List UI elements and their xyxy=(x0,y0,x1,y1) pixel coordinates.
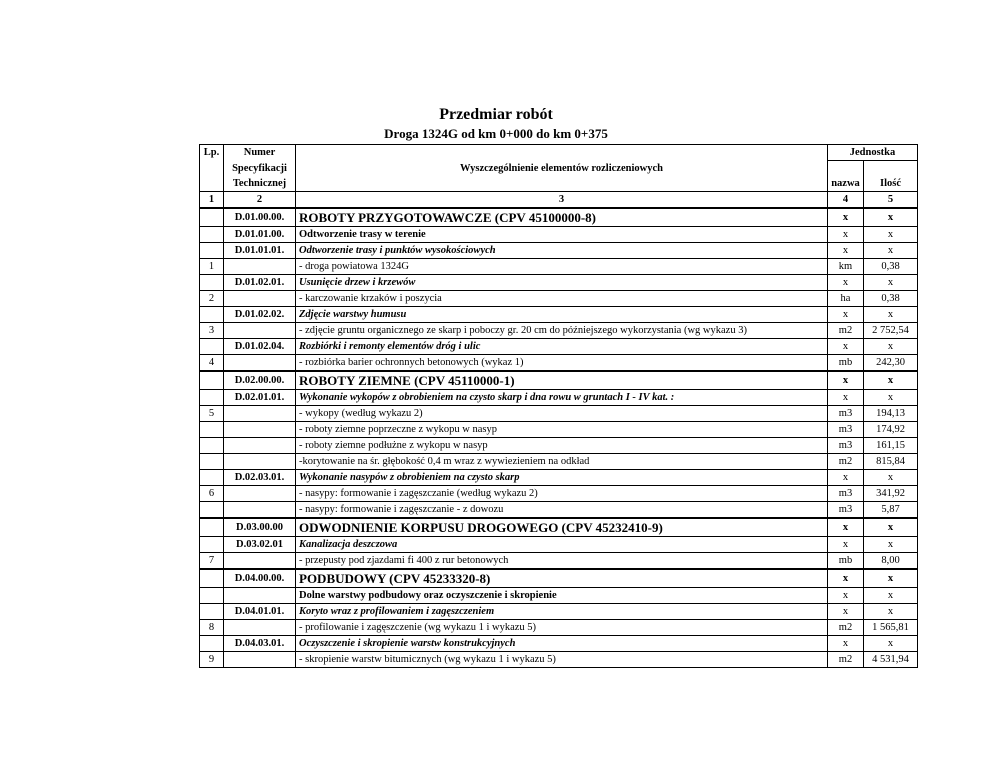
cell-quantity: x xyxy=(864,227,918,243)
cell-unit-name: x xyxy=(828,307,864,323)
cell-spec-number: D.04.00.00. xyxy=(224,569,296,588)
cell-spec-number: D.02.03.01. xyxy=(224,470,296,486)
cell-quantity: x xyxy=(864,588,918,604)
cell-unit-name: x xyxy=(828,275,864,291)
cell-quantity: x xyxy=(864,636,918,652)
cell-spec-number xyxy=(224,406,296,422)
cell-quantity: 1 565,81 xyxy=(864,620,918,636)
cell-unit-name: m2 xyxy=(828,454,864,470)
section-row xyxy=(200,208,918,227)
cell-lp: 2 xyxy=(200,291,224,307)
cell-lp xyxy=(200,339,224,355)
cell-unit-name: x xyxy=(828,569,864,588)
cell-unit-name: m2 xyxy=(828,620,864,636)
table-row xyxy=(200,275,918,291)
cell-description: Wykonanie nasypów z obrobieniem na czysto skarp xyxy=(296,470,828,486)
table-row xyxy=(200,553,918,570)
cell-description: Wykonanie wykopów z obrobieniem na czysto skarp i dna rowu w gruntach I - IV kat. : xyxy=(296,390,828,406)
cell-spec-number xyxy=(224,502,296,519)
cell-quantity: x xyxy=(864,390,918,406)
cell-spec-number: D.01.02.02. xyxy=(224,307,296,323)
cell-lp xyxy=(200,307,224,323)
header-lp: Lp. xyxy=(200,145,224,161)
cell-description: - nasypy: formowanie i zagęszczanie (według wykazu 2) xyxy=(296,486,828,502)
header-spec-line2: Specyfikacji xyxy=(224,161,296,177)
table-row xyxy=(200,486,918,502)
cell-spec-number: D.01.01.01. xyxy=(224,243,296,259)
cell-unit-name: m3 xyxy=(828,422,864,438)
table-row xyxy=(200,307,918,323)
column-number: 5 xyxy=(864,192,918,209)
cell-spec-number xyxy=(224,652,296,668)
cell-unit-name: mb xyxy=(828,355,864,372)
cell-quantity: 341,92 xyxy=(864,486,918,502)
table-row xyxy=(200,227,918,243)
cell-lp xyxy=(200,275,224,291)
cell-description: - roboty ziemne poprzeczne z wykopu w nasyp xyxy=(296,422,828,438)
table-row xyxy=(200,604,918,620)
cell-lp: 7 xyxy=(200,553,224,570)
cell-description: - rozbiórka barier ochronnych betonowych (wykaz 1) xyxy=(296,355,828,372)
cell-spec-number xyxy=(224,323,296,339)
table-row xyxy=(200,588,918,604)
section-row xyxy=(200,518,918,537)
cell-description: Usunięcie drzew i krzewów xyxy=(296,275,828,291)
cell-unit-name: m3 xyxy=(828,406,864,422)
cell-spec-number xyxy=(224,454,296,470)
cell-description: Zdjęcie warstwy humusu xyxy=(296,307,828,323)
cell-description: -korytowanie na śr. głębokość 0,4 m wraz z wywiezieniem na odkład xyxy=(296,454,828,470)
cell-quantity: 4 531,94 xyxy=(864,652,918,668)
cell-spec-number xyxy=(224,422,296,438)
cell-quantity: x xyxy=(864,371,918,390)
cell-quantity: x xyxy=(864,307,918,323)
header-description: Wyszczególnienie elementów rozliczeniowych xyxy=(296,145,828,192)
cell-unit-name: km xyxy=(828,259,864,275)
cell-spec-number: D.03.02.01 xyxy=(224,537,296,553)
cell-description: Dolne warstwy podbudowy oraz oczyszczenie i skropienie xyxy=(296,588,828,604)
cell-quantity: x xyxy=(864,339,918,355)
cell-spec-number xyxy=(224,486,296,502)
cell-quantity: x xyxy=(864,518,918,537)
cell-lp xyxy=(200,438,224,454)
cell-spec-number xyxy=(224,588,296,604)
cell-unit-name: x xyxy=(828,339,864,355)
table-row xyxy=(200,502,918,519)
cell-unit-name: m3 xyxy=(828,502,864,519)
cell-unit-name: m3 xyxy=(828,438,864,454)
cell-spec-number xyxy=(224,291,296,307)
cell-quantity: 8,00 xyxy=(864,553,918,570)
cell-spec-number: D.01.00.00. xyxy=(224,208,296,227)
cell-lp xyxy=(200,243,224,259)
cell-description: ROBOTY ZIEMNE (CPV 45110000-1) xyxy=(296,371,828,390)
column-number: 2 xyxy=(224,192,296,209)
table-row xyxy=(200,422,918,438)
cell-spec-number xyxy=(224,355,296,372)
cell-unit-name: x xyxy=(828,227,864,243)
cell-lp xyxy=(200,518,224,537)
cell-lp xyxy=(200,636,224,652)
cell-description: Rozbiórki i remonty elementów dróg i ulic xyxy=(296,339,828,355)
cell-unit-name: x xyxy=(828,518,864,537)
cell-unit-name: x xyxy=(828,636,864,652)
cell-lp xyxy=(200,208,224,227)
cell-unit-name: mb xyxy=(828,553,864,570)
cell-description: Oczyszczenie i skropienie warstw konstrukcyjnych xyxy=(296,636,828,652)
cell-quantity: 242,30 xyxy=(864,355,918,372)
table-row xyxy=(200,243,918,259)
cell-spec-number xyxy=(224,438,296,454)
table-row xyxy=(200,406,918,422)
cell-spec-number: D.04.01.01. xyxy=(224,604,296,620)
cell-lp: 9 xyxy=(200,652,224,668)
cell-description: - karczowanie krzaków i poszycia xyxy=(296,291,828,307)
cell-lp xyxy=(200,588,224,604)
cell-unit-name: x xyxy=(828,537,864,553)
cell-lp: 8 xyxy=(200,620,224,636)
cell-description: Kanalizacja deszczowa xyxy=(296,537,828,553)
cell-quantity: x xyxy=(864,604,918,620)
cell-description: - nasypy: formowanie i zagęszczanie - z dowozu xyxy=(296,502,828,519)
cell-lp xyxy=(200,422,224,438)
cell-quantity: 2 752,54 xyxy=(864,323,918,339)
header-spec-line1: Numer xyxy=(224,145,296,161)
cell-description: Odtworzenie trasy i punktów wysokościowych xyxy=(296,243,828,259)
cell-unit-name: ha xyxy=(828,291,864,307)
cell-description: - zdjęcie gruntu organicznego ze skarp i poboczy gr. 20 cm do późniejszego wykorzystania (wg wykazu 3) xyxy=(296,323,828,339)
cell-unit-name: x xyxy=(828,208,864,227)
table-row xyxy=(200,390,918,406)
table-row xyxy=(200,339,918,355)
cell-unit-name: x xyxy=(828,588,864,604)
cell-lp: 4 xyxy=(200,355,224,372)
table-row xyxy=(200,470,918,486)
cell-description: ODWODNIENIE KORPUSU DROGOWEGO (CPV 45232410-9) xyxy=(296,518,828,537)
cell-lp xyxy=(200,454,224,470)
cell-description: - przepusty pod zjazdami fi 400 z rur betonowych xyxy=(296,553,828,570)
cell-spec-number: D.02.00.00. xyxy=(224,371,296,390)
section-row xyxy=(200,371,918,390)
cell-quantity: 0,38 xyxy=(864,259,918,275)
cell-spec-number xyxy=(224,620,296,636)
cell-unit-name: m2 xyxy=(828,652,864,668)
column-number: 4 xyxy=(828,192,864,209)
header-unit-qty: Ilość xyxy=(864,176,918,192)
cell-lp: 5 xyxy=(200,406,224,422)
cell-description: ROBOTY PRZYGOTOWAWCZE (CPV 45100000-8) xyxy=(296,208,828,227)
cell-lp: 1 xyxy=(200,259,224,275)
column-number: 3 xyxy=(296,192,828,209)
cell-lp xyxy=(200,470,224,486)
cell-unit-name: m3 xyxy=(828,486,864,502)
header-unit-group: Jednostka xyxy=(828,145,918,161)
cell-lp xyxy=(200,502,224,519)
cell-description: PODBUDOWY (CPV 45233320-8) xyxy=(296,569,828,588)
cell-quantity: x xyxy=(864,208,918,227)
bill-of-quantities-table xyxy=(199,144,918,668)
table-row xyxy=(200,652,918,668)
cell-description: - roboty ziemne podłużne z wykopu w nasyp xyxy=(296,438,828,454)
cell-description: Koryto wraz z profilowaniem i zagęszczeniem xyxy=(296,604,828,620)
cell-lp: 3 xyxy=(200,323,224,339)
cell-quantity: 174,92 xyxy=(864,422,918,438)
cell-lp xyxy=(200,371,224,390)
cell-quantity: 815,84 xyxy=(864,454,918,470)
cell-quantity: 161,15 xyxy=(864,438,918,454)
section-row xyxy=(200,569,918,588)
cell-spec-number: D.01.01.00. xyxy=(224,227,296,243)
table-row xyxy=(200,636,918,652)
table-row xyxy=(200,537,918,553)
table-row xyxy=(200,259,918,275)
table-row xyxy=(200,355,918,372)
header-unit-name: nazwa xyxy=(828,176,864,192)
header-spec-line3: Technicznej xyxy=(224,176,296,192)
cell-lp xyxy=(200,390,224,406)
cell-spec-number: D.01.02.01. xyxy=(224,275,296,291)
cell-description: Odtworzenie trasy w terenie xyxy=(296,227,828,243)
table-row xyxy=(200,620,918,636)
cell-quantity: x xyxy=(864,243,918,259)
cell-quantity: x xyxy=(864,470,918,486)
cell-lp xyxy=(200,604,224,620)
cell-description: - profilowanie i zagęszczenie (wg wykazu 1 i wykazu 5) xyxy=(296,620,828,636)
cell-unit-name: x xyxy=(828,470,864,486)
cell-lp xyxy=(200,227,224,243)
cell-unit-name: x xyxy=(828,243,864,259)
cell-unit-name: x xyxy=(828,390,864,406)
cell-description: - droga powiatowa 1324G xyxy=(296,259,828,275)
cell-unit-name: x xyxy=(828,371,864,390)
cell-lp xyxy=(200,537,224,553)
cell-spec-number xyxy=(224,259,296,275)
cell-quantity: 5,87 xyxy=(864,502,918,519)
cell-spec-number: D.03.00.00 xyxy=(224,518,296,537)
cell-spec-number: D.01.02.04. xyxy=(224,339,296,355)
cell-quantity: 0,38 xyxy=(864,291,918,307)
table-row xyxy=(200,323,918,339)
cell-description: - wykopy (według wykazu 2) xyxy=(296,406,828,422)
document-title: Przedmiar robót xyxy=(439,106,553,123)
cell-lp: 6 xyxy=(200,486,224,502)
document-subtitle: Droga 1324G od km 0+000 do km 0+375 xyxy=(384,126,608,141)
table-row xyxy=(200,454,918,470)
cell-quantity: x xyxy=(864,537,918,553)
column-number: 1 xyxy=(200,192,224,209)
column-number-row xyxy=(200,192,918,209)
table-header-row xyxy=(200,145,918,161)
cell-spec-number: D.04.03.01. xyxy=(224,636,296,652)
cell-quantity: 194,13 xyxy=(864,406,918,422)
cell-description: - skropienie warstw bitumicznych (wg wykazu 1 i wykazu 5) xyxy=(296,652,828,668)
cell-spec-number xyxy=(224,553,296,570)
table-row xyxy=(200,291,918,307)
table-row xyxy=(200,438,918,454)
cell-unit-name: x xyxy=(828,604,864,620)
cell-lp xyxy=(200,569,224,588)
cell-spec-number: D.02.01.01. xyxy=(224,390,296,406)
cell-quantity: x xyxy=(864,275,918,291)
cell-unit-name: m2 xyxy=(828,323,864,339)
cell-quantity: x xyxy=(864,569,918,588)
